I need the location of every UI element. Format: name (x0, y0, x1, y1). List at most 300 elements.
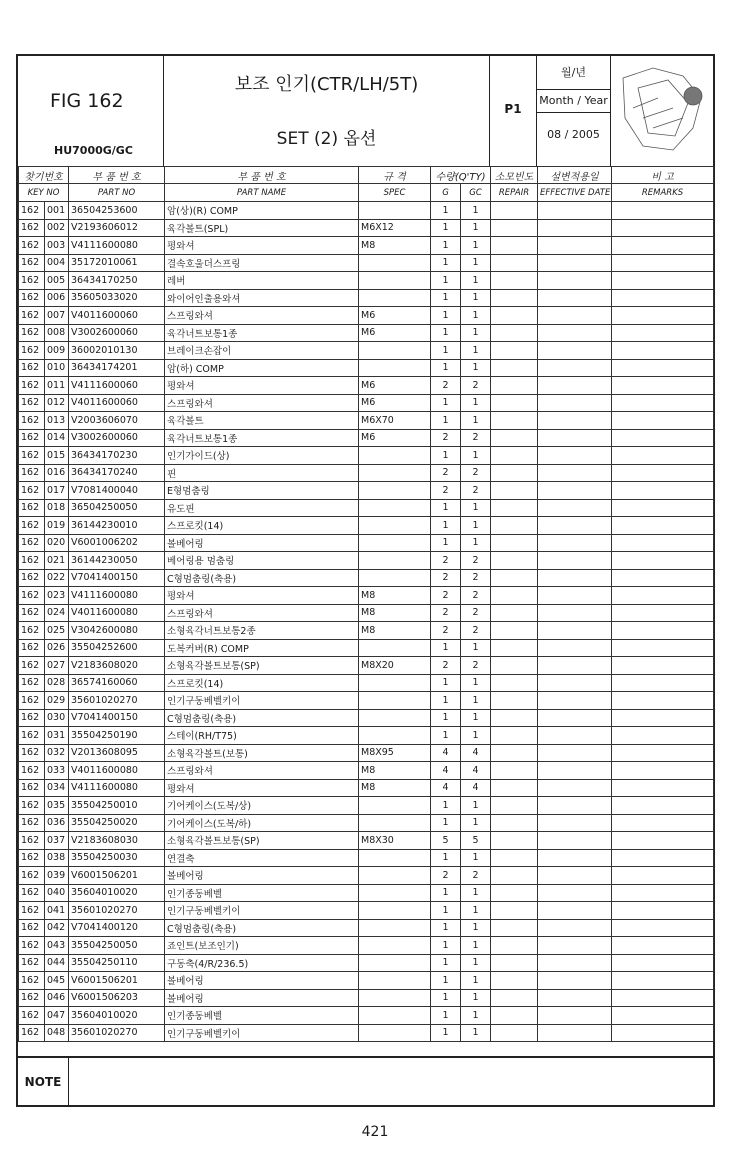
repair-cell (491, 814, 538, 832)
repair-cell (491, 674, 538, 692)
part-name-cell: 스프링와셔 (165, 762, 359, 780)
remarks-cell (612, 324, 714, 342)
part-no-cell: 36504250050 (69, 499, 165, 517)
qty-g-cell: 1 (431, 202, 461, 220)
effective-date-cell (538, 447, 612, 465)
effective-date-header-en: EFFECTIVE DATE (538, 184, 612, 202)
part-name-cell: 레버 (165, 272, 359, 290)
qty-gc-header: GC (461, 184, 491, 202)
key-cell: 015 (45, 447, 69, 465)
repair-cell (491, 972, 538, 990)
table-row (19, 219, 714, 237)
spec-cell (359, 709, 431, 727)
spec-cell: M6 (359, 429, 431, 447)
repair-cell (491, 587, 538, 605)
effective-date-cell (538, 814, 612, 832)
qty-gc-cell: 4 (461, 744, 491, 762)
key-cell: 002 (45, 219, 69, 237)
table-row (19, 394, 714, 412)
effective-date-cell (538, 797, 612, 815)
effective-date-cell (538, 762, 612, 780)
repair-cell (491, 1024, 538, 1042)
spec-cell (359, 569, 431, 587)
repair-cell (491, 744, 538, 762)
qty-g-cell: 2 (431, 587, 461, 605)
part-no-cell: 35504250030 (69, 849, 165, 867)
qty-g-cell: 1 (431, 219, 461, 237)
qty-gc-cell: 1 (461, 517, 491, 535)
spec-header-en: SPEC (359, 184, 431, 202)
table-row (19, 569, 714, 587)
part-no-cell: V2183608030 (69, 832, 165, 850)
repair-cell (491, 307, 538, 325)
key-cell: 020 (45, 534, 69, 552)
fig-cell: 162 (19, 779, 45, 797)
repair-cell (491, 954, 538, 972)
spec-cell (359, 447, 431, 465)
qty-g-cell: 2 (431, 867, 461, 885)
part-no-cell: V4111600060 (69, 377, 165, 395)
key-cell: 016 (45, 464, 69, 482)
spec-cell: M6 (359, 377, 431, 395)
spec-cell (359, 202, 431, 220)
part-name-cell: 브레이크손잡이 (165, 342, 359, 360)
remarks-cell (612, 849, 714, 867)
fig-cell: 162 (19, 814, 45, 832)
part-no-cell: V4111600080 (69, 237, 165, 255)
remarks-cell (612, 377, 714, 395)
qty-gc-cell: 2 (461, 622, 491, 640)
part-name-header-en: PART NAME (165, 184, 359, 202)
part-name-cell: 유도핀 (165, 499, 359, 517)
repair-cell (491, 622, 538, 640)
remarks-cell (612, 604, 714, 622)
table-row (19, 272, 714, 290)
part-name-cell: 인기구동베벨키이 (165, 692, 359, 710)
qty-g-cell: 2 (431, 482, 461, 500)
qty-g-cell: 1 (431, 727, 461, 745)
spec-cell (359, 674, 431, 692)
effective-date-cell (538, 902, 612, 920)
qty-g-cell: 4 (431, 762, 461, 780)
remarks-cell (612, 307, 714, 325)
fig-cell: 162 (19, 937, 45, 955)
fig-number: FIG 162 (50, 90, 124, 112)
effective-date-cell (538, 464, 612, 482)
qty-g-cell: 1 (431, 954, 461, 972)
fig-cell: 162 (19, 744, 45, 762)
effective-date-cell (538, 604, 612, 622)
part-no-cell: 35504250190 (69, 727, 165, 745)
part-no-cell: V6001506201 (69, 972, 165, 990)
title-line-1: 보조 인기(CTR/LH/5T) (234, 74, 419, 95)
parts-sheet (16, 54, 715, 1107)
qty-gc-cell: 1 (461, 989, 491, 1007)
part-name-cell: 기어케이스(도복/상) (165, 797, 359, 815)
title-cell (164, 56, 490, 166)
qty-g-cell: 4 (431, 744, 461, 762)
repair-header-kr: 소모빈도 (491, 167, 538, 184)
qty-g-cell: 1 (431, 937, 461, 955)
key-cell: 032 (45, 744, 69, 762)
key-cell: 019 (45, 517, 69, 535)
part-no-cell: 35504252600 (69, 639, 165, 657)
key-cell: 011 (45, 377, 69, 395)
effective-date-cell (538, 482, 612, 500)
key-cell: 041 (45, 902, 69, 920)
fig-cell: 162 (19, 1007, 45, 1025)
repair-cell (491, 202, 538, 220)
key-cell: 033 (45, 762, 69, 780)
repair-cell (491, 412, 538, 430)
table-row (19, 639, 714, 657)
part-name-cell: 결속호울더스프링 (165, 254, 359, 272)
spec-cell (359, 289, 431, 307)
part-no-cell: 36002010130 (69, 342, 165, 360)
qty-gc-cell: 2 (461, 464, 491, 482)
fig-cell: 162 (19, 674, 45, 692)
date-label-en: Month / Year (537, 89, 610, 113)
part-name-cell: 볼베어링 (165, 534, 359, 552)
key-cell: 022 (45, 569, 69, 587)
qty-gc-cell: 1 (461, 394, 491, 412)
key-cell: 037 (45, 832, 69, 850)
spec-cell: M8X95 (359, 744, 431, 762)
effective-date-cell (538, 272, 612, 290)
fig-cell: 162 (19, 447, 45, 465)
qty-g-cell: 1 (431, 1007, 461, 1025)
table-row (19, 517, 714, 535)
spec-cell: M8 (359, 237, 431, 255)
part-no-cell: V4111600080 (69, 779, 165, 797)
fig-cell: 162 (19, 324, 45, 342)
effective-date-cell (538, 622, 612, 640)
qty-g-cell: 1 (431, 674, 461, 692)
part-no-cell: 35605033020 (69, 289, 165, 307)
repair-cell (491, 464, 538, 482)
table-row (19, 937, 714, 955)
part-no-cell: 36434170230 (69, 447, 165, 465)
qty-gc-cell: 1 (461, 884, 491, 902)
remarks-cell (612, 237, 714, 255)
part-no-cell: 36574160060 (69, 674, 165, 692)
repair-cell (491, 429, 538, 447)
repair-header-en: REPAIR (491, 184, 538, 202)
part-no-cell: V4011600060 (69, 307, 165, 325)
spec-cell (359, 1007, 431, 1025)
spec-cell (359, 254, 431, 272)
remarks-cell (612, 219, 714, 237)
qty-gc-cell: 1 (461, 237, 491, 255)
effective-date-cell (538, 377, 612, 395)
key-cell: 030 (45, 709, 69, 727)
key-cell: 034 (45, 779, 69, 797)
qty-gc-cell: 1 (461, 254, 491, 272)
remarks-cell (612, 412, 714, 430)
qty-gc-cell: 1 (461, 202, 491, 220)
part-no-cell: 35504250110 (69, 954, 165, 972)
part-name-cell: 죠인트(보조인기) (165, 937, 359, 955)
qty-g-cell: 1 (431, 307, 461, 325)
repair-cell (491, 692, 538, 710)
qty-gc-cell: 1 (461, 639, 491, 657)
part-no-header-kr: 부 품 번 호 (69, 167, 165, 184)
repair-cell (491, 289, 538, 307)
qty-gc-cell: 4 (461, 762, 491, 780)
spec-cell (359, 499, 431, 517)
remarks-cell (612, 989, 714, 1007)
part-no-cell: V3042600080 (69, 622, 165, 640)
qty-g-cell: 1 (431, 797, 461, 815)
part-name-cell: 볼베어링 (165, 972, 359, 990)
fig-cell: 162 (19, 797, 45, 815)
key-cell: 045 (45, 972, 69, 990)
spec-cell (359, 954, 431, 972)
qty-gc-cell: 1 (461, 972, 491, 990)
key-cell: 039 (45, 867, 69, 885)
effective-date-cell (538, 972, 612, 990)
part-name-cell: 스프링와셔 (165, 394, 359, 412)
repair-cell (491, 272, 538, 290)
qty-gc-cell: 1 (461, 797, 491, 815)
key-cell: 001 (45, 202, 69, 220)
qty-gc-cell: 2 (461, 429, 491, 447)
qty-g-cell: 5 (431, 832, 461, 850)
part-name-cell: 소형육각볼트보통(SP) (165, 832, 359, 850)
repair-cell (491, 762, 538, 780)
repair-cell (491, 902, 538, 920)
fig-cell: 162 (19, 289, 45, 307)
qty-gc-cell: 1 (461, 534, 491, 552)
table-row (19, 622, 714, 640)
table-row (19, 604, 714, 622)
key-cell: 035 (45, 797, 69, 815)
part-name-cell: 인기가이드(상) (165, 447, 359, 465)
part-name-cell: C형멈춤링(축용) (165, 569, 359, 587)
remarks-cell (612, 692, 714, 710)
key-cell: 042 (45, 919, 69, 937)
parts-table (18, 166, 714, 1042)
model-name: HU7000G/GC (54, 144, 133, 157)
remarks-cell (612, 429, 714, 447)
remarks-cell (612, 464, 714, 482)
part-name-cell: 스프링와셔 (165, 604, 359, 622)
effective-date-cell (538, 254, 612, 272)
table-row (19, 307, 714, 325)
date-cell (537, 56, 611, 166)
part-no-cell: V7041400150 (69, 569, 165, 587)
effective-date-cell (538, 674, 612, 692)
repair-cell (491, 359, 538, 377)
table-row (19, 412, 714, 430)
part-no-cell: V2003606070 (69, 412, 165, 430)
effective-date-cell (538, 569, 612, 587)
qty-gc-cell: 1 (461, 272, 491, 290)
page-number: 421 (361, 1124, 389, 1140)
table-row (19, 237, 714, 255)
key-cell: 008 (45, 324, 69, 342)
key-no-header-en: KEY NO (19, 184, 69, 202)
spec-cell (359, 639, 431, 657)
qty-gc-cell: 2 (461, 867, 491, 885)
part-name-cell: 소형육각너트보통2종 (165, 622, 359, 640)
fig-cell: 162 (19, 237, 45, 255)
part-no-cell: V4111600080 (69, 587, 165, 605)
repair-cell (491, 254, 538, 272)
table-row (19, 289, 714, 307)
qty-gc-cell: 1 (461, 849, 491, 867)
effective-date-cell (538, 289, 612, 307)
spec-cell (359, 727, 431, 745)
remarks-cell (612, 639, 714, 657)
effective-date-cell (538, 744, 612, 762)
fig-cell: 162 (19, 499, 45, 517)
spec-cell (359, 517, 431, 535)
table-row (19, 884, 714, 902)
part-name-cell: C형멈춤링(축용) (165, 709, 359, 727)
spec-cell (359, 989, 431, 1007)
table-row (19, 972, 714, 990)
table-row (19, 849, 714, 867)
qty-g-cell: 1 (431, 814, 461, 832)
part-no-cell: 35172010061 (69, 254, 165, 272)
table-row (19, 657, 714, 675)
part-name-cell: 평와셔 (165, 779, 359, 797)
effective-date-cell (538, 394, 612, 412)
qty-gc-cell: 1 (461, 937, 491, 955)
qty-g-cell: 1 (431, 499, 461, 517)
fig-cell: 162 (19, 377, 45, 395)
fig-cell: 162 (19, 394, 45, 412)
qty-gc-cell: 1 (461, 919, 491, 937)
part-name-cell: 구동축(4/R/236.5) (165, 954, 359, 972)
table-row (19, 499, 714, 517)
remarks-cell (612, 709, 714, 727)
fig-cell: 162 (19, 727, 45, 745)
fig-cell: 162 (19, 657, 45, 675)
fig-cell: 162 (19, 849, 45, 867)
table-row (19, 919, 714, 937)
qty-g-cell: 1 (431, 989, 461, 1007)
effective-date-cell (538, 587, 612, 605)
qty-gc-cell: 1 (461, 727, 491, 745)
part-name-cell: 스프로킷(14) (165, 517, 359, 535)
spec-cell (359, 534, 431, 552)
remarks-cell (612, 744, 714, 762)
remarks-cell (612, 727, 714, 745)
remarks-cell (612, 482, 714, 500)
key-cell: 026 (45, 639, 69, 657)
part-name-cell: 육각볼트(SPL) (165, 219, 359, 237)
part-no-header-en: PART NO (69, 184, 165, 202)
table-row (19, 1024, 714, 1042)
repair-cell (491, 342, 538, 360)
effective-date-header-kr: 설변적용일 (538, 167, 612, 184)
remarks-cell (612, 1024, 714, 1042)
qty-g-cell: 2 (431, 429, 461, 447)
effective-date-cell (538, 534, 612, 552)
qty-g-header: G (431, 184, 461, 202)
part-no-cell: 35504250050 (69, 937, 165, 955)
table-row (19, 762, 714, 780)
qty-gc-cell: 1 (461, 307, 491, 325)
fig-cell: 162 (19, 762, 45, 780)
qty-g-cell: 1 (431, 272, 461, 290)
key-cell: 047 (45, 1007, 69, 1025)
repair-cell (491, 639, 538, 657)
table-row (19, 429, 714, 447)
remarks-cell (612, 674, 714, 692)
effective-date-cell (538, 307, 612, 325)
key-cell: 023 (45, 587, 69, 605)
qty-g-cell: 4 (431, 779, 461, 797)
qty-g-cell: 1 (431, 919, 461, 937)
parts-table-area (18, 166, 713, 1042)
remarks-cell (612, 779, 714, 797)
table-row (19, 674, 714, 692)
table-row (19, 779, 714, 797)
key-cell: 007 (45, 307, 69, 325)
qty-g-cell: 1 (431, 849, 461, 867)
page-code-cell (490, 56, 537, 166)
qty-gc-cell: 2 (461, 604, 491, 622)
key-cell: 003 (45, 237, 69, 255)
table-row (19, 342, 714, 360)
key-cell: 046 (45, 989, 69, 1007)
remarks-cell (612, 499, 714, 517)
effective-date-cell (538, 919, 612, 937)
fig-cell: 162 (19, 832, 45, 850)
title-line-2: SET (2) 옵션 (276, 129, 377, 149)
part-no-cell: 36144230010 (69, 517, 165, 535)
key-cell: 025 (45, 622, 69, 640)
note-row (18, 1056, 713, 1107)
remarks-cell (612, 884, 714, 902)
fig-cell: 162 (19, 587, 45, 605)
remarks-cell (612, 447, 714, 465)
fig-cell: 162 (19, 202, 45, 220)
part-no-cell: 35601020270 (69, 692, 165, 710)
spec-cell: M8 (359, 622, 431, 640)
qty-g-cell: 1 (431, 412, 461, 430)
key-cell: 005 (45, 272, 69, 290)
repair-cell (491, 377, 538, 395)
repair-cell (491, 884, 538, 902)
key-cell: 014 (45, 429, 69, 447)
table-row (19, 534, 714, 552)
repair-cell (491, 657, 538, 675)
fig-cell: 162 (19, 412, 45, 430)
part-no-cell: V7081400040 (69, 482, 165, 500)
qty-gc-cell: 1 (461, 709, 491, 727)
qty-gc-cell: 2 (461, 377, 491, 395)
part-no-cell: 35601020270 (69, 1024, 165, 1042)
spec-cell: M6 (359, 324, 431, 342)
repair-cell (491, 534, 538, 552)
effective-date-cell (538, 219, 612, 237)
table-row (19, 447, 714, 465)
part-no-cell: 35604010020 (69, 884, 165, 902)
key-cell: 018 (45, 499, 69, 517)
qty-gc-cell: 1 (461, 692, 491, 710)
fig-cell: 162 (19, 919, 45, 937)
table-row (19, 587, 714, 605)
key-cell: 009 (45, 342, 69, 360)
remarks-cell (612, 289, 714, 307)
effective-date-cell (538, 1024, 612, 1042)
qty-g-cell: 2 (431, 604, 461, 622)
fig-cell: 162 (19, 884, 45, 902)
